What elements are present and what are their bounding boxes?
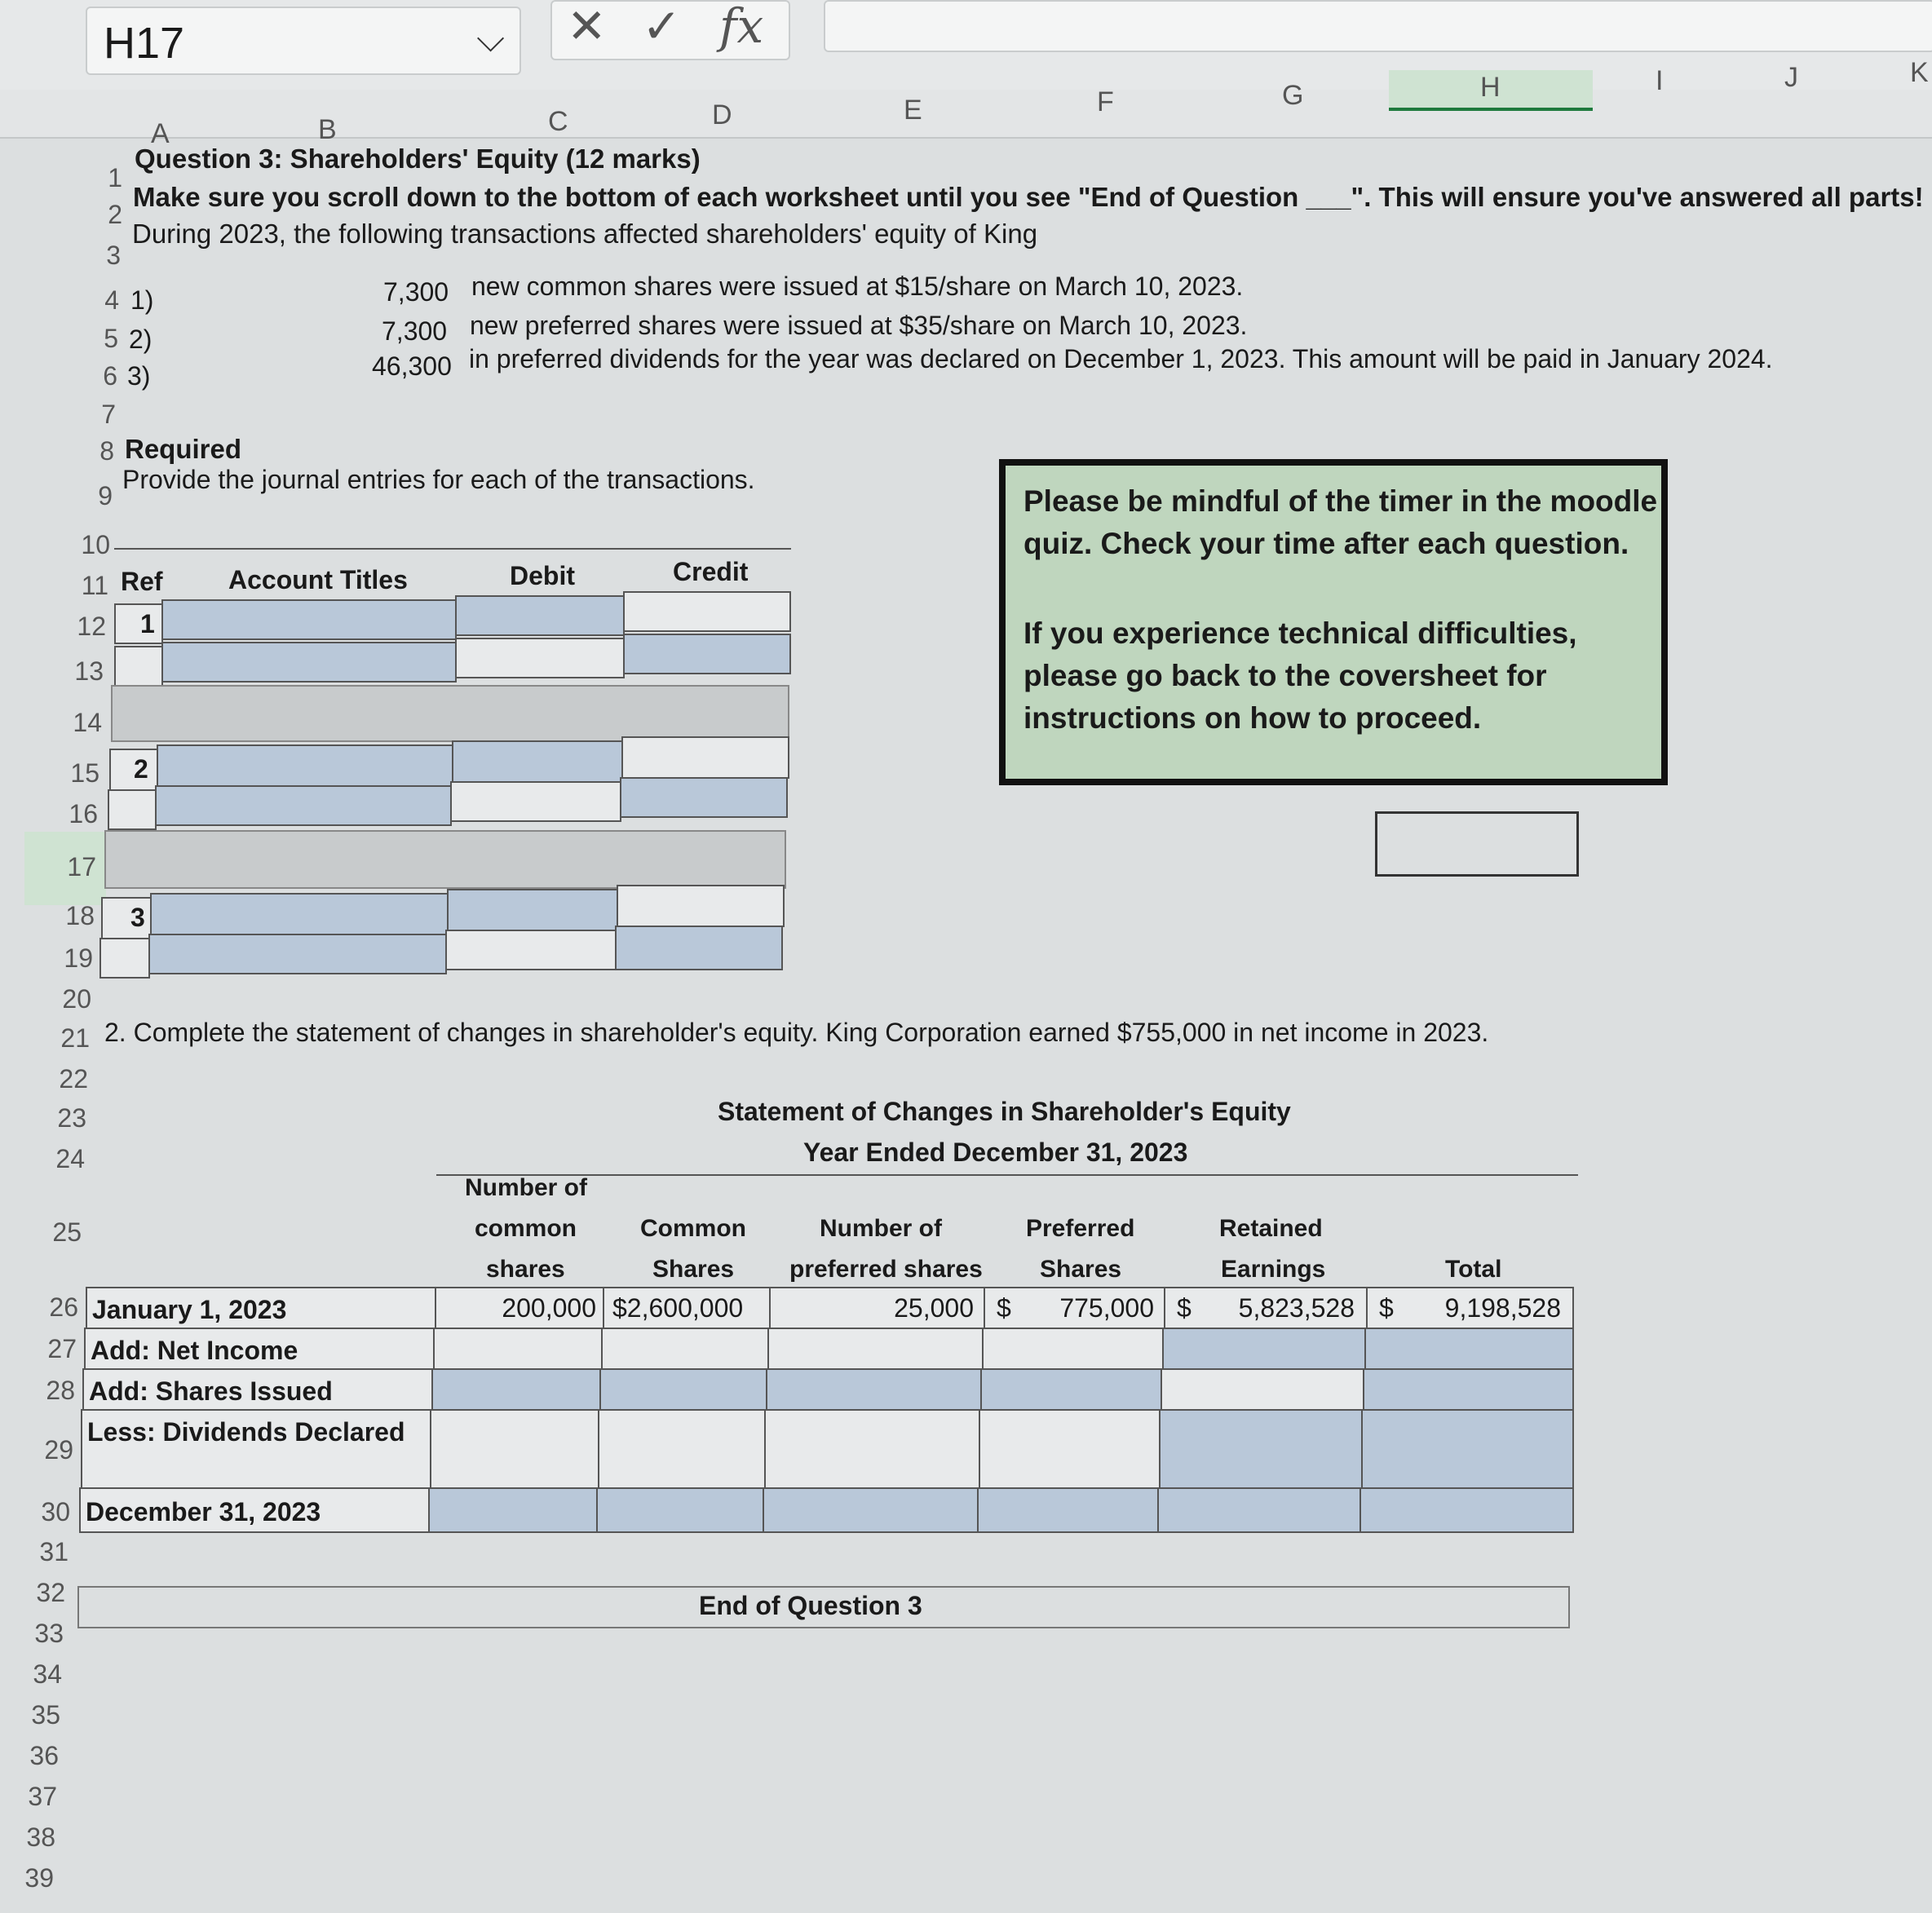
stmt-input[interactable] bbox=[598, 1409, 766, 1489]
formula-buttons bbox=[550, 0, 790, 60]
credit-input[interactable] bbox=[620, 777, 788, 818]
row-number[interactable]: 22 bbox=[59, 1064, 88, 1093]
opening-retained: 5,823,528 bbox=[1238, 1293, 1355, 1323]
row-number[interactable]: 35 bbox=[31, 1700, 60, 1730]
row-label-shares-issued: Add: Shares Issued bbox=[89, 1376, 333, 1406]
column-header-bar bbox=[0, 90, 1932, 139]
debit-input[interactable] bbox=[450, 781, 621, 822]
statement-row-label-cell bbox=[86, 1287, 436, 1329]
debit-input[interactable] bbox=[455, 638, 625, 678]
row-number[interactable]: 11 bbox=[81, 571, 108, 600]
row-label-opening: January 1, 2023 bbox=[92, 1295, 287, 1324]
opening-total: 9,198,528 bbox=[1444, 1293, 1561, 1323]
hdr-num-common-2: common bbox=[475, 1215, 577, 1242]
column-header-d[interactable]: D bbox=[712, 99, 732, 130]
notice-help-text: If you experience technical difficulties, please go back to the coversheet for instructions on how to proceed. bbox=[1023, 616, 1577, 735]
opening-preferred-sign: $ bbox=[997, 1293, 1011, 1323]
row-number[interactable]: 21 bbox=[60, 1023, 90, 1053]
journal-header-account: Account Titles bbox=[228, 565, 408, 594]
account-input[interactable] bbox=[148, 934, 447, 974]
stmt-input[interactable] bbox=[433, 1328, 603, 1370]
part2-instruction: 2. Complete the statement of changes in shareholder's equity. King Corporation earned $755,000 in net income in 2023. bbox=[104, 1018, 1489, 1047]
row-number[interactable]: 33 bbox=[34, 1619, 64, 1648]
name-box[interactable] bbox=[86, 7, 521, 75]
hdr-total: Total bbox=[1445, 1256, 1502, 1283]
statement-header-rule bbox=[436, 1174, 1578, 1176]
hdr-retained-2: Earnings bbox=[1221, 1256, 1326, 1283]
column-header-i[interactable]: I bbox=[1656, 65, 1664, 96]
opening-preferred: 775,000 bbox=[1059, 1293, 1154, 1323]
transaction-2-text: new preferred shares were issued at $35/share on March 10, 2023. bbox=[470, 311, 1248, 340]
column-header-c[interactable]: C bbox=[548, 106, 568, 137]
hdr-preferred-1: Preferred bbox=[1026, 1215, 1135, 1242]
row-number[interactable]: 27 bbox=[47, 1334, 77, 1363]
row-number[interactable]: 30 bbox=[41, 1497, 70, 1526]
hdr-common-1: Common bbox=[640, 1215, 746, 1242]
intro-text: During 2023, the following transactions affected shareholders' equity of King bbox=[132, 219, 1038, 249]
row-number[interactable]: 29 bbox=[44, 1435, 73, 1465]
row-number[interactable]: 9 bbox=[98, 481, 113, 510]
formula-input[interactable] bbox=[824, 0, 1932, 52]
transaction-1-amount: 7,300 bbox=[383, 277, 449, 307]
column-header-a[interactable]: A bbox=[151, 118, 170, 149]
stmt-input[interactable] bbox=[430, 1409, 599, 1489]
row-label-dividends: Less: Dividends Declared bbox=[87, 1417, 405, 1447]
credit-input[interactable] bbox=[623, 591, 791, 632]
column-header-j[interactable]: J bbox=[1784, 62, 1798, 93]
row-number[interactable]: 19 bbox=[64, 943, 93, 973]
debit-input[interactable] bbox=[445, 930, 617, 970]
stmt-input[interactable] bbox=[431, 1368, 601, 1411]
stmt-input[interactable] bbox=[1162, 1328, 1366, 1370]
opening-retained-sign: $ bbox=[1177, 1293, 1191, 1323]
cancel-icon[interactable]: ✕ bbox=[567, 0, 607, 53]
stmt-cell[interactable] bbox=[1164, 1287, 1368, 1329]
stmt-input[interactable] bbox=[428, 1487, 598, 1533]
row-number[interactable]: 14 bbox=[73, 708, 102, 737]
row-number[interactable]: 7 bbox=[101, 400, 116, 429]
transaction-3-text: in preferred dividends for the year was declared on December 1, 2023. This amount will be paid in January 2024. bbox=[469, 344, 1773, 373]
debit-input[interactable] bbox=[455, 595, 625, 636]
row-label-net-income: Add: Net Income bbox=[91, 1336, 298, 1365]
row-number[interactable]: 34 bbox=[33, 1659, 62, 1689]
row-number[interactable]: 10 bbox=[81, 530, 110, 559]
row-number[interactable]: 18 bbox=[65, 901, 95, 930]
transaction-3-num: 3) bbox=[127, 361, 151, 391]
hdr-num-preferred-2: preferred shares bbox=[789, 1256, 983, 1283]
row-number[interactable]: 26 bbox=[49, 1292, 78, 1322]
stmt-input[interactable] bbox=[980, 1368, 1162, 1411]
stmt-input[interactable] bbox=[766, 1368, 982, 1411]
transaction-1-num: 1) bbox=[130, 285, 154, 315]
row-label-closing: December 31, 2023 bbox=[86, 1497, 321, 1526]
stmt-input[interactable] bbox=[1157, 1487, 1361, 1533]
stmt-input[interactable] bbox=[599, 1368, 767, 1411]
account-input[interactable] bbox=[150, 893, 449, 935]
stmt-input[interactable] bbox=[1361, 1409, 1574, 1489]
row-number[interactable]: 6 bbox=[103, 361, 117, 391]
hdr-preferred-2: Shares bbox=[1040, 1256, 1122, 1283]
row-number[interactable]: 31 bbox=[39, 1537, 69, 1566]
column-header-e[interactable]: E bbox=[904, 95, 922, 126]
stmt-input[interactable] bbox=[1363, 1368, 1574, 1411]
end-of-question-text: End of Question 3 bbox=[699, 1591, 922, 1620]
enter-icon[interactable]: ✓ bbox=[642, 0, 682, 53]
journal-ref-cell[interactable] bbox=[99, 938, 150, 979]
transaction-3-amount: 46,300 bbox=[372, 351, 452, 381]
column-header-h[interactable]: H bbox=[1480, 72, 1501, 103]
statement-row-label-cell bbox=[84, 1328, 435, 1370]
end-of-question-box bbox=[77, 1586, 1570, 1628]
chevron-down-icon[interactable]: ⌵ bbox=[476, 17, 505, 60]
row-number[interactable]: 32 bbox=[36, 1578, 65, 1607]
journal-ref-cell[interactable] bbox=[114, 603, 163, 644]
row-number[interactable]: 13 bbox=[74, 656, 104, 686]
row-number[interactable]: 4 bbox=[104, 285, 119, 315]
row-number[interactable]: 1 bbox=[108, 163, 122, 192]
journal-ref-1: 1 bbox=[140, 609, 155, 638]
stmt-cell[interactable] bbox=[603, 1287, 771, 1329]
stmt-input[interactable] bbox=[601, 1328, 769, 1370]
account-input[interactable] bbox=[161, 599, 457, 640]
credit-input[interactable] bbox=[615, 926, 783, 970]
selected-cell-h17[interactable] bbox=[1375, 811, 1579, 877]
journal-ref-2: 2 bbox=[134, 754, 148, 784]
row-number[interactable]: 38 bbox=[26, 1822, 55, 1852]
name-box-value: H17 bbox=[104, 19, 185, 68]
statement-row-label-cell bbox=[81, 1409, 431, 1489]
credit-input[interactable] bbox=[617, 885, 785, 927]
row-number[interactable]: 28 bbox=[46, 1376, 75, 1405]
journal-ref-3: 3 bbox=[130, 903, 145, 932]
opening-num-preferred: 25,000 bbox=[894, 1293, 974, 1323]
statement-title: Statement of Changes in Shareholder's Equity bbox=[718, 1097, 1291, 1126]
stmt-cell[interactable] bbox=[435, 1287, 604, 1329]
timer-notice-box bbox=[999, 459, 1668, 785]
transaction-2-num: 2) bbox=[129, 325, 153, 354]
row-number[interactable]: 3 bbox=[106, 241, 121, 270]
journal-header-ref: Ref bbox=[121, 567, 163, 596]
column-header-f[interactable]: F bbox=[1097, 86, 1114, 117]
row-number[interactable]: 12 bbox=[77, 612, 106, 641]
journal-ref-cell[interactable] bbox=[109, 749, 158, 791]
stmt-input[interactable] bbox=[1364, 1328, 1574, 1370]
question-title: Question 3: Shareholders' Equity (12 marks) bbox=[135, 144, 701, 174]
hdr-num-preferred-1: Number of bbox=[820, 1215, 942, 1242]
spacer-row[interactable] bbox=[111, 685, 789, 742]
row-number[interactable]: 16 bbox=[69, 799, 98, 828]
journal-header-credit: Credit bbox=[673, 557, 749, 586]
column-header-g[interactable]: G bbox=[1282, 80, 1304, 111]
statement-row-label-cell bbox=[79, 1487, 430, 1533]
account-input[interactable] bbox=[157, 744, 453, 787]
hdr-num-common-1: Number of bbox=[465, 1174, 587, 1201]
account-input[interactable] bbox=[161, 642, 457, 683]
table-top-border bbox=[114, 548, 791, 550]
stmt-input[interactable] bbox=[1159, 1409, 1363, 1489]
journal-ref-cell[interactable] bbox=[114, 646, 163, 687]
debit-input[interactable] bbox=[447, 889, 618, 931]
stmt-input[interactable] bbox=[1161, 1368, 1364, 1411]
spacer-row[interactable] bbox=[104, 830, 786, 889]
opening-common: $2,600,000 bbox=[612, 1293, 744, 1323]
credit-input[interactable] bbox=[623, 634, 791, 674]
stmt-cell[interactable] bbox=[984, 1287, 1165, 1329]
stmt-input[interactable] bbox=[977, 1487, 1159, 1533]
required-label: Required bbox=[125, 434, 242, 464]
hdr-common-2: Shares bbox=[652, 1256, 735, 1283]
column-header-b[interactable]: B bbox=[318, 114, 337, 145]
journal-ref-cell[interactable] bbox=[101, 897, 152, 939]
row-number[interactable]: 15 bbox=[70, 758, 99, 788]
journal-ref-cell[interactable] bbox=[108, 789, 157, 830]
column-header-k[interactable]: K bbox=[1910, 57, 1929, 88]
journal-header-debit: Debit bbox=[510, 561, 575, 590]
stmt-input[interactable] bbox=[1359, 1487, 1574, 1533]
stmt-input[interactable] bbox=[982, 1328, 1164, 1370]
row-number[interactable]: 24 bbox=[55, 1144, 85, 1173]
debit-input[interactable] bbox=[452, 740, 623, 783]
row-number[interactable]: 39 bbox=[24, 1863, 54, 1893]
scroll-note: Make sure you scroll down to the bottom of each worksheet until you see "End of Question ___". This will ensure you've answered all parts! bbox=[133, 182, 1924, 212]
stmt-input[interactable] bbox=[596, 1487, 764, 1533]
row-number[interactable]: 5 bbox=[104, 324, 118, 353]
stmt-cell[interactable] bbox=[769, 1287, 985, 1329]
row-number[interactable]: 20 bbox=[62, 984, 91, 1014]
hdr-num-common-3: shares bbox=[486, 1256, 565, 1283]
transaction-1-text: new common shares were issued at $15/share on March 10, 2023. bbox=[471, 272, 1244, 301]
row-number[interactable]: 8 bbox=[99, 436, 114, 466]
row-number[interactable]: 36 bbox=[29, 1741, 59, 1770]
stmt-input[interactable] bbox=[763, 1487, 979, 1533]
row-number[interactable]: 17 bbox=[67, 852, 96, 881]
row-number[interactable]: 37 bbox=[28, 1782, 57, 1811]
statement-row-label-cell bbox=[82, 1368, 433, 1411]
opening-num-common: 200,000 bbox=[502, 1293, 596, 1323]
statement-period: Year Ended December 31, 2023 bbox=[803, 1138, 1188, 1167]
row-number[interactable]: 2 bbox=[108, 200, 122, 229]
account-input[interactable] bbox=[155, 785, 452, 826]
notice-timer-text: Please be mindful of the timer in the moodle quiz. Check your time after each question. bbox=[1023, 484, 1658, 560]
stmt-input[interactable] bbox=[767, 1328, 984, 1370]
stmt-input[interactable] bbox=[764, 1409, 980, 1489]
stmt-input[interactable] bbox=[979, 1409, 1161, 1489]
fx-icon[interactable]: fx bbox=[719, 0, 764, 54]
row-number[interactable]: 23 bbox=[57, 1103, 86, 1133]
opening-total-sign: $ bbox=[1379, 1293, 1394, 1323]
transaction-2-amount: 7,300 bbox=[382, 316, 448, 346]
stmt-cell[interactable] bbox=[1366, 1287, 1574, 1329]
hdr-retained-1: Retained bbox=[1219, 1215, 1323, 1242]
row-number[interactable]: 25 bbox=[52, 1217, 82, 1247]
part1-instruction: Provide the journal entries for each of the transactions. bbox=[122, 465, 755, 494]
credit-input[interactable] bbox=[621, 736, 789, 779]
